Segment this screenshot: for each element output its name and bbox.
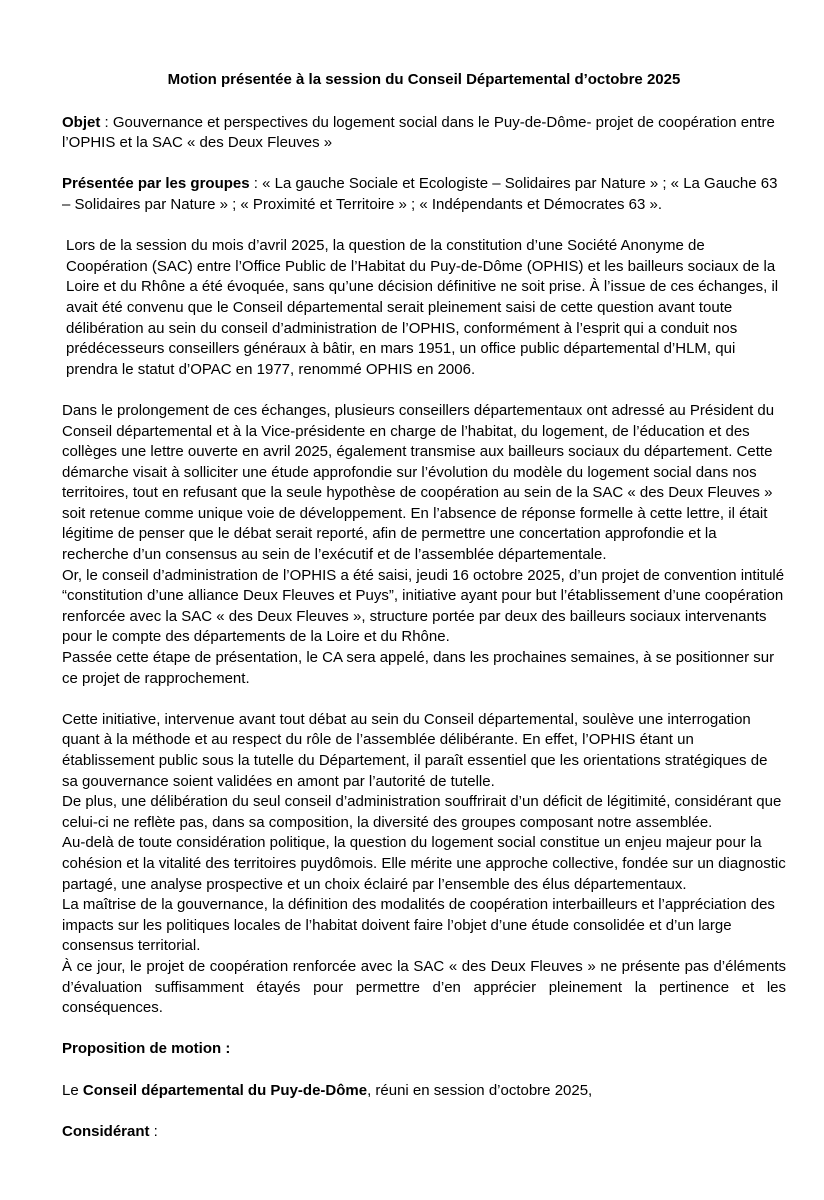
paragraph-5: Cette initiative, intervenue avant tout débat au sein du Conseil départemental, soulève une interrogation quant à la méthode et au respect du rôle de l’assemblée délibérante. En effet, l’OPHIS étant un établissement public sous la tutelle du Département, il paraît essentiel que les orientations stratégiques de sa gouvernance soient validées en amont par l’autorité de tutelle. xyxy=(62,710,768,790)
paragraph-4: Passée cette étape de présentation, le CA sera appelé, dans les prochaines semaines, à se positionner sur ce projet de rapprochement. xyxy=(62,649,775,687)
paragraph-3: Or, le conseil d’administration de l’OPHIS a été saisi, jeudi 16 octobre 2025, d’un projet de convention intitulé “constitution d’une alliance Deux Fleuves et Puys”, initiative ayant pour but l’établissement d’une coopération renforcée avec la SAC « des Deux Fleuves », structure portée par deux des bailleurs sociaux intervenants pour le compte des départements de la Loire et du Rhône. xyxy=(62,566,785,646)
conseil-suffix: , réuni en session d’octobre 2025, xyxy=(367,1081,593,1099)
document-title: Motion présentée à la session du Conseil Départemental d’octobre 2025 xyxy=(167,71,681,88)
paragraph-8: La maîtrise de la gouvernance, la définition des modalités de coopération interbailleurs et l’appréciation des impacts sur les politiques locales de l’habitat doivent faire l’objet d’une étude consolidée et d’un large consensus territorial. xyxy=(62,896,775,955)
objet-label: Objet xyxy=(62,113,101,131)
proposition-heading xyxy=(62,1039,786,1060)
paragraph-2: Dans le prolongement de ces échanges, plusieurs conseillers départementaux ont adressé au Président du Conseil départemental et à la Vice-présidente en charge de l’habitat, du logement, de l’éducation et des collèges une lettre ouverte en avril 2025, également transmise aux bailleurs sociaux du département. Cette démarche visait à solliciter une étude approfondie sur l’évolution du modèle du logement social dans nos territoires, tout en refusant que la seule hypothèse de coopération au sein de la SAC « des Deux Fleuves » soit retenue comme unique voie de développement. En l’absence de réponse formelle à cette lettre, il était légitime de penser que le débat serait reporté, afin de permettre une concertation approfondie et la recherche d’un consensus au sein de l’exécutif et de l’assemblée départementale. xyxy=(62,401,775,564)
paragraph-9: À ce jour, le projet de coopération renforcée avec la SAC « des Deux Fleuves » ne présente pas d’éléments d’évaluation suffisamment étayés pour permettre d’en apprécier pleinement la pertinence et les conséquences. xyxy=(62,957,786,1017)
paragraph-6: De plus, une délibération du seul conseil d’administration souffrirait d’un déficit de légitimité, considérant que celui-ci ne reflète pas, dans sa composition, la diversité des groupes composant notre assemblée. xyxy=(62,793,782,831)
paragraph-7: Au-delà de toute considération politique, la question du logement social constitue un enjeu majeur pour la cohésion et la vitalité des territoires puydômois. Elle mérite une approche collective, fondée sur un diagnostic partagé, une analyse prospective et un choix éclairé par l’ensemble des élus départementaux. xyxy=(62,834,786,893)
document-page xyxy=(62,70,786,1142)
presentee-paragraph xyxy=(62,174,786,215)
presentee-label: Présentée par les groupes xyxy=(62,175,250,193)
objet-paragraph xyxy=(62,113,786,154)
considerant-heading xyxy=(62,1122,786,1143)
presentee-text: : « La gauche Sociale et Ecologiste – Solidaires par Nature » ; « La Gauche 63 – Solidaires par Nature » ; « Proximité et Territoire » ; « Indépendants et Démocrates 63 ». xyxy=(62,175,778,213)
proposition-label: Proposition de motion : xyxy=(62,1040,231,1058)
conseil-paragraph xyxy=(62,1081,786,1102)
conseil-prefix: Le xyxy=(62,1081,83,1099)
considerant-label: Considérant xyxy=(62,1122,150,1140)
objet-text: : Gouvernance et perspectives du logement social dans le Puy-de-Dôme- projet de coopération entre l’OPHIS et la SAC « des Deux Fleuves » xyxy=(62,113,775,152)
conseil-name: Conseil départemental du Puy-de-Dôme xyxy=(82,1081,368,1099)
considerant-suffix: : xyxy=(149,1122,158,1140)
paragraph-1: Lors de la session du mois d’avril 2025, la question de la constitution d’une Société Anonyme de Coopération (SAC) entre l’Office Public de l’Habitat du Puy-de-Dôme (OPHIS) et les bailleurs sociaux de la Loire et du Rhône a été évoquée, sans qu’une décision définitive ne soit prise. À l’issue de ces échanges, il avait été convenu que le Conseil départemental serait pleinement saisi de cette question avant toute délibération au sein du conseil d’administration de l’OPHIS, conformément à l’esprit qui a conduit nos prédécesseurs conseillers généraux à bâtir, en mars 1951, un office public départemental d’HLM, qui prendra le statut d’OPAC en 1977, renommé OPHIS en 2006. xyxy=(66,237,779,378)
